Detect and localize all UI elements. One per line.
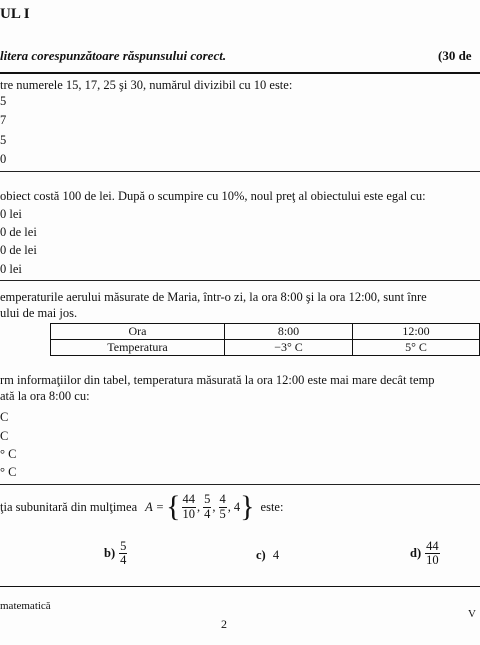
instruction-text: litera corespunzătoare răspunsului corect. — [0, 48, 227, 63]
set-last-element: 4 — [233, 499, 241, 514]
footer-subject: matematică — [0, 600, 51, 612]
fraction: $\frac{44}{10}$ — [426, 539, 439, 568]
q2-stem: obiect costă 100 de lei. După o scumpire cu 10%, noul preţ al obiectului este egal cu: — [0, 189, 426, 203]
table-cell: 5° C — [353, 340, 480, 356]
header-divider — [0, 72, 480, 74]
q3-option-b: C — [0, 429, 9, 443]
answer-value: 4 — [272, 548, 280, 562]
q3-stem-line2: ului de mai jos. — [0, 306, 78, 320]
section-title: UL I — [0, 6, 30, 22]
fraction: $\frac{5}{4}$ — [120, 539, 127, 568]
q3-follow-line2: ată la ora 8:00 cu: — [0, 389, 90, 403]
q4-answer-c — [256, 548, 279, 563]
set-name: A = — [145, 499, 165, 514]
fraction: $\frac{44}{10}$ — [182, 492, 196, 521]
table-header-cell: 12:00 — [353, 324, 480, 340]
points-label: (30 de — [438, 48, 472, 63]
page-number: 2 — [221, 617, 227, 631]
q1-option-b: 7 — [0, 113, 7, 127]
table-row — [51, 340, 480, 356]
q3-option-d: ° C — [0, 465, 17, 479]
q3-stem-line1: emperaturile aerului măsurate de Maria, într-o zi, la ora 8:00 şi la ora 12:00, sunt înre — [0, 290, 427, 304]
q1-option-a: 5 — [0, 94, 7, 108]
q3-follow-line1: rm informaţiilor din tabel, temperatura măsurată la ora 12:00 este mai mare decât temp — [0, 373, 435, 387]
table-row — [51, 324, 480, 340]
q4-stem-prefix: ţia subunitară din mulţimea — [0, 499, 138, 514]
answer-label: b) — [104, 546, 116, 561]
footer-version: V — [468, 608, 476, 620]
q1-option-d: 0 — [0, 152, 7, 166]
q1-option-c: 5 — [0, 133, 7, 147]
q4-answer-b — [104, 540, 128, 567]
q2-option-c: 0 de lei — [0, 243, 37, 257]
table-cell: Temperatura — [51, 340, 225, 356]
table-cell: −3° C — [225, 340, 353, 356]
left-brace: { — [166, 490, 181, 523]
q4-stem-suffix: este: — [260, 499, 284, 514]
footer-rule-top — [0, 586, 480, 587]
table-header-cell: 8:00 — [225, 324, 353, 340]
answer-label: d) — [410, 546, 422, 561]
q1-stem: tre numerele 15, 17, 25 şi 30, numărul divizibil cu 10 este: — [0, 78, 293, 92]
q2-divider — [0, 280, 480, 281]
q4-stem: ţia subunitară din mulţimea A = { $\frac{44}{10}$ , $\frac{5}{4}$ , $\frac{4}{5}$ , 4 } este: — [0, 490, 284, 523]
temperature-table — [50, 323, 480, 356]
fraction: $\frac{4}{5}$ — [219, 492, 226, 521]
answer-label: c) — [256, 548, 266, 562]
q2-option-d: 0 lei — [0, 262, 22, 276]
q3-divider — [0, 484, 480, 485]
right-brace: } — [240, 490, 255, 523]
fraction: $\frac{5}{4}$ — [204, 492, 211, 521]
q2-option-b: 0 de lei — [0, 225, 37, 239]
q4-answer-d — [410, 540, 441, 567]
table-header-cell: Ora — [51, 324, 225, 340]
q2-option-a: 0 lei — [0, 207, 22, 221]
q1-divider — [0, 171, 480, 172]
q3-option-c: ° C — [0, 447, 17, 461]
q3-option-a: C — [0, 410, 9, 424]
